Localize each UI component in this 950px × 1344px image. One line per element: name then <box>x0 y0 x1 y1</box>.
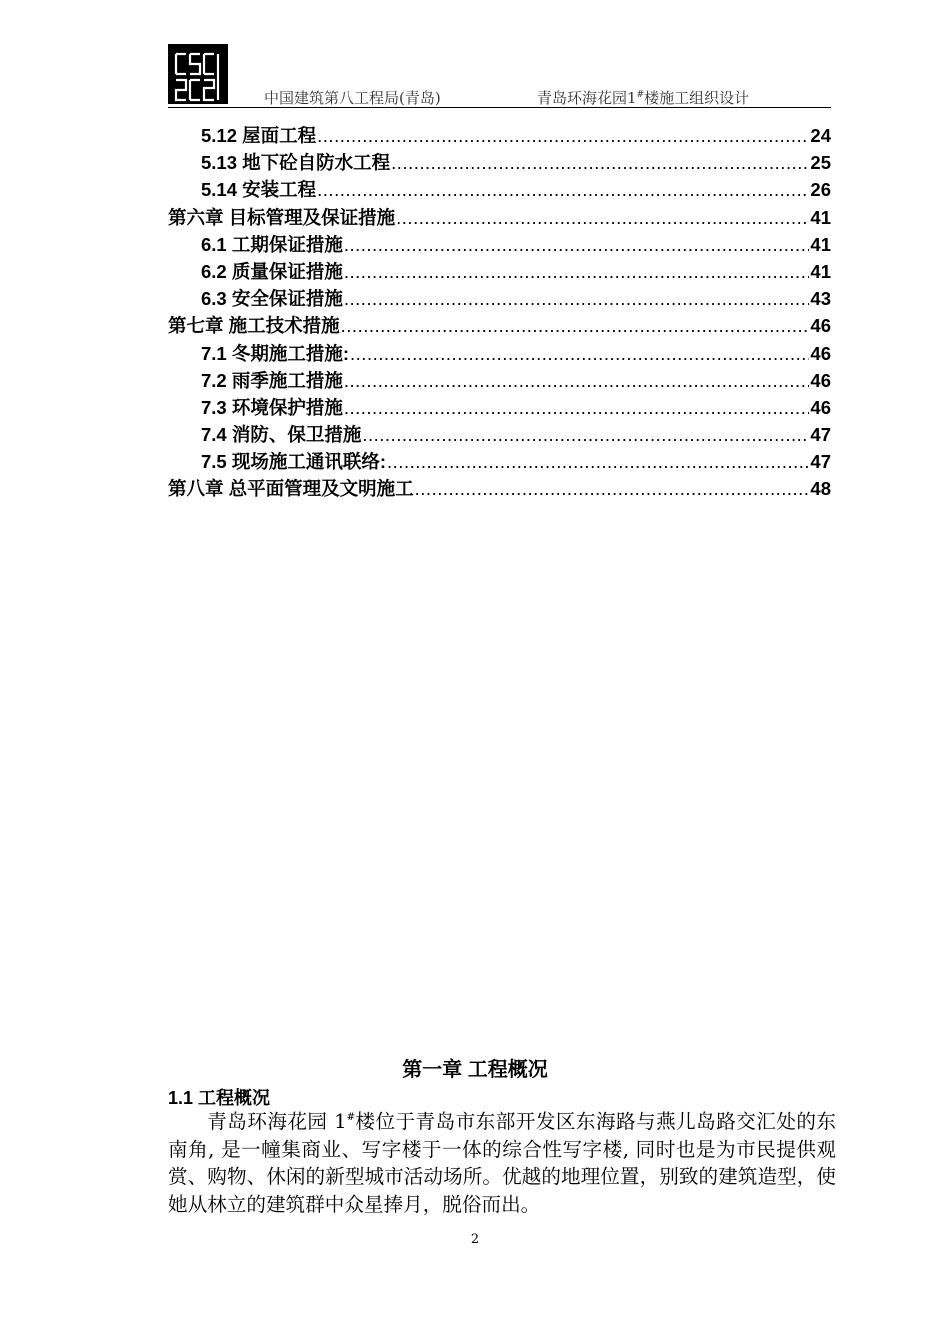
toc-entry-page: 46 <box>810 342 831 364</box>
toc-entry-title: 第六章 目标管理及保证措施 <box>168 206 396 228</box>
toc-entry[interactable] <box>168 258 831 285</box>
toc-entry[interactable] <box>168 312 831 339</box>
toc-entry-page: 41 <box>810 233 831 255</box>
company-logo-icon <box>168 44 228 104</box>
toc-entry-page: 24 <box>810 125 831 146</box>
toc-leader-dots <box>396 207 809 229</box>
toc-leader-dots <box>415 478 810 500</box>
toc-entry[interactable] <box>168 421 831 448</box>
header-document-title: 青岛环海花园1#楼施工组织设计 <box>537 89 750 107</box>
toc-entry[interactable] <box>168 285 831 312</box>
header-company-name: 中国建筑第八工程局(青岛) <box>264 89 441 107</box>
toc-entry-title: 7.1 冬期施工措施: <box>201 342 350 364</box>
toc-leader-dots <box>344 397 810 419</box>
toc-entry-title: 5.13 地下砼自防水工程 <box>201 152 391 174</box>
toc-entry[interactable] <box>168 122 831 149</box>
toc-leader-dots <box>387 451 809 473</box>
toc-leader-dots <box>344 234 810 256</box>
toc-entry[interactable] <box>168 149 831 176</box>
toc-entry-title: 6.2 质量保证措施 <box>201 260 343 282</box>
toc-entry-page: 46 <box>810 396 831 418</box>
toc-entry[interactable] <box>168 176 831 203</box>
section-title: 1.1 工程概况 <box>168 1088 271 1108</box>
toc-leader-dots <box>344 261 810 283</box>
toc-entry-title: 第七章 施工技术措施 <box>168 315 340 337</box>
toc-entry-title: 7.5 现场施工通讯联络: <box>201 451 387 473</box>
toc-entry[interactable] <box>168 340 831 367</box>
toc-entry[interactable] <box>168 394 831 421</box>
toc-entry[interactable] <box>168 204 831 231</box>
toc-leader-dots <box>344 288 810 310</box>
toc-entry[interactable] <box>168 231 831 258</box>
chapter-title: 第一章 工程概况 <box>402 1059 548 1081</box>
toc-entry-title: 7.4 消防、保卫措施 <box>201 424 362 446</box>
toc-entry[interactable] <box>168 448 831 475</box>
toc-entry-title: 7.3 环境保护措施 <box>201 396 343 418</box>
toc-entry-page: 47 <box>810 451 831 473</box>
toc-entry-page: 41 <box>810 260 831 282</box>
toc-entry-page: 41 <box>810 206 831 228</box>
table-of-contents <box>168 122 831 503</box>
toc-entry-title: 6.1 工期保证措施 <box>201 233 343 255</box>
toc-entry-page: 46 <box>810 369 831 391</box>
toc-entry-page: 46 <box>810 315 831 337</box>
toc-entry-page: 43 <box>810 288 831 310</box>
toc-leader-dots <box>341 315 810 337</box>
toc-entry[interactable] <box>168 367 831 394</box>
toc-leader-dots <box>391 152 809 174</box>
toc-entry-title: 第八章 总平面管理及文明施工 <box>168 478 414 500</box>
body-paragraph: 青岛环海花园 1#楼位于青岛市东部开发区东海路与燕儿岛路交汇处的东南角, 是一幢集商业、写字楼于一体的综合性写字楼, 同时也是为市民提供观赏、购物、休闲的新型城市活动场所。优越的地理位置，别致的建筑造型，使她从林立的建筑群中众星捧月，脱俗而出。 <box>168 1110 836 1216</box>
toc-entry-page: 48 <box>810 478 831 500</box>
toc-entry-page: 47 <box>810 424 831 446</box>
page-number: 2 <box>470 1232 480 1247</box>
toc-entry-title: 5.14 安装工程 <box>201 179 317 201</box>
toc-entry-title: 5.12 屋面工程 <box>201 125 317 146</box>
toc-entry-page: 26 <box>810 179 831 201</box>
toc-leader-dots <box>344 370 810 392</box>
toc-entry[interactable] <box>168 475 831 502</box>
toc-leader-dots <box>362 424 809 446</box>
toc-entry-page: 25 <box>810 152 831 174</box>
toc-entry-title: 7.2 雨季施工措施 <box>201 369 343 391</box>
toc-leader-dots <box>350 343 809 365</box>
toc-leader-dots <box>317 125 809 147</box>
header-divider <box>168 107 831 108</box>
toc-entry-title: 6.3 安全保证措施 <box>201 288 343 310</box>
toc-leader-dots <box>317 179 809 201</box>
